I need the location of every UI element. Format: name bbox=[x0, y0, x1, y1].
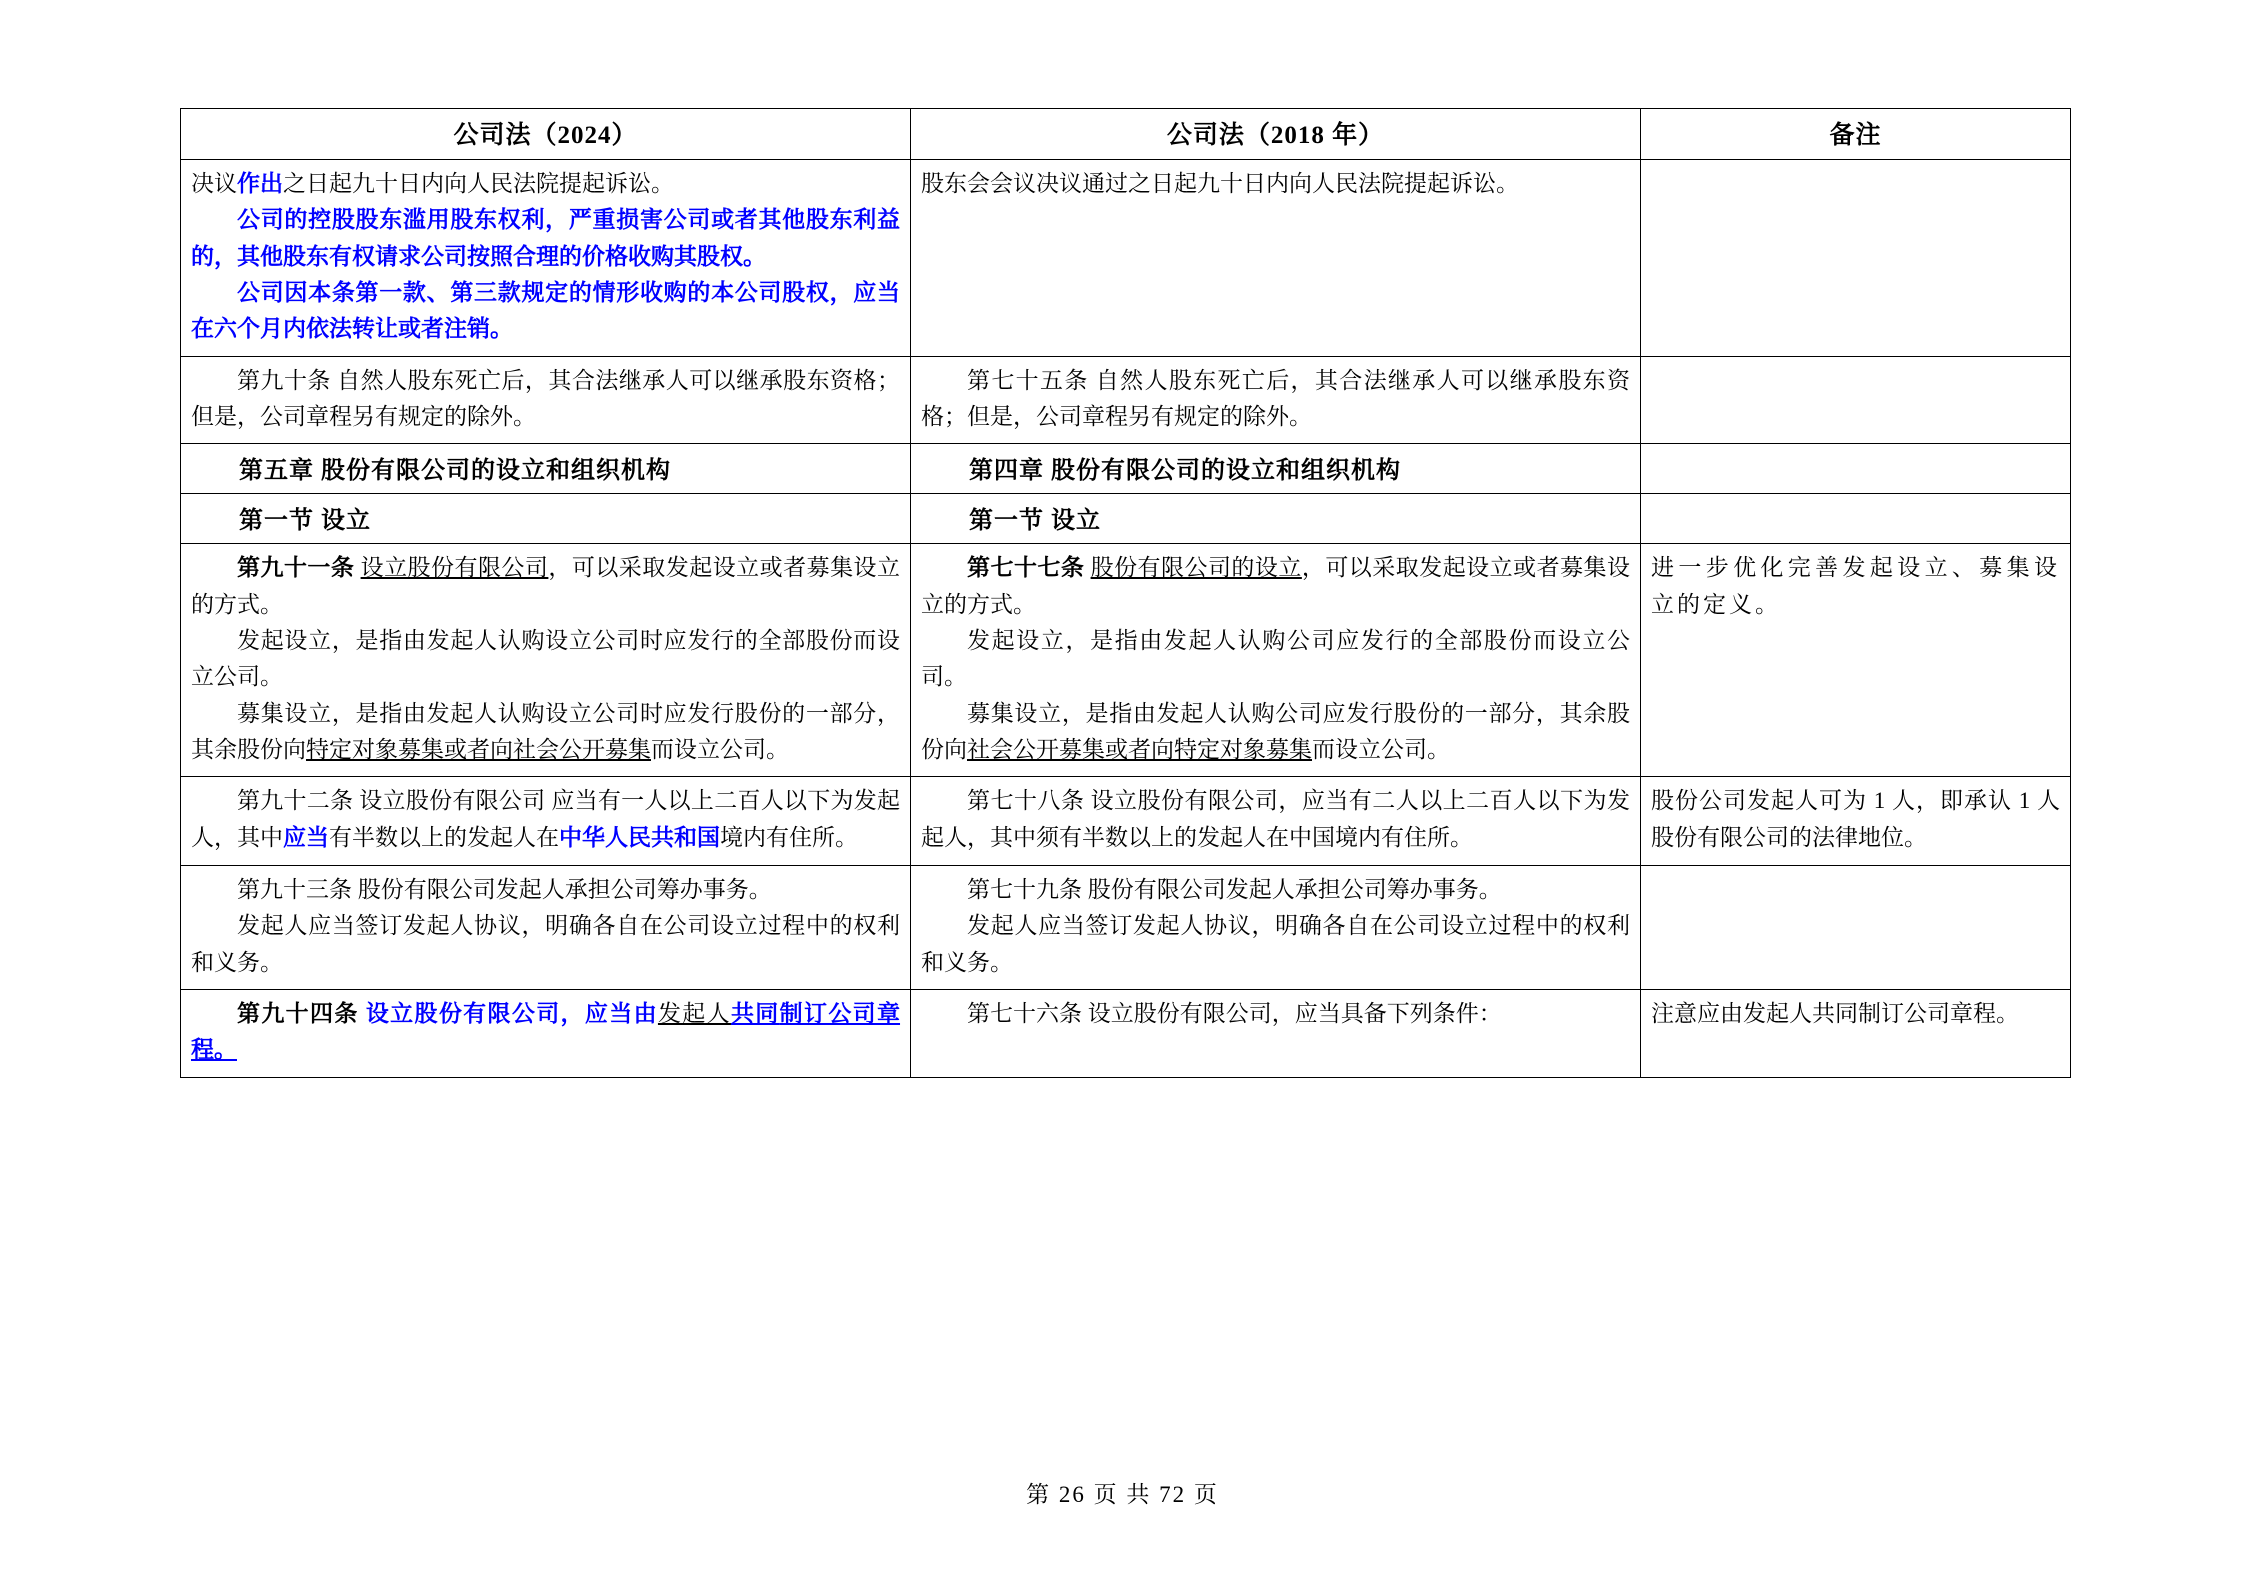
text-fragment-revised: 设立股份有限公司，应当由 bbox=[365, 1000, 658, 1026]
table-row-chapter bbox=[181, 444, 2071, 494]
cell-law-2024 bbox=[181, 865, 911, 989]
cell-note: 注意应由发起人共同制订公司章程。 bbox=[1641, 989, 2071, 1077]
cell-note bbox=[1641, 865, 2071, 989]
cell-law-2018 bbox=[911, 160, 1641, 357]
cell-law-2024 bbox=[181, 544, 911, 777]
article-number: 第七十七条 bbox=[967, 555, 1091, 581]
cell-note: 股份公司发起人可为 1 人，即承认 1 人股份有限公司的法律地位。 bbox=[1641, 777, 2071, 866]
text-fragment-revised: 中华人民共和国 bbox=[559, 824, 720, 850]
table-row bbox=[181, 777, 2071, 866]
text-fragment: 决议 bbox=[191, 171, 237, 196]
cell-law-2018 bbox=[911, 865, 1641, 989]
header-col-law-2018: 公司法（2018 年） bbox=[911, 109, 1641, 160]
table-row bbox=[181, 544, 2071, 777]
paragraph: 第七十六条 设立股份有限公司，应当具备下列条件： bbox=[967, 1000, 1502, 1026]
text-fragment: 有半数以上的发起人在 bbox=[329, 824, 559, 850]
paragraph: 第七十五条 自然人股东死亡后，其合法继承人可以继承股东资格；但是，公司章程另有规定的除外。 bbox=[921, 367, 1630, 429]
table-row bbox=[181, 989, 2071, 1077]
table-row-section bbox=[181, 494, 2071, 544]
text-underlined: 社会公开募集或者向特定对象募集 bbox=[967, 736, 1312, 762]
text-fragment: ，可以采取发起设立或者募集设立的方式。 bbox=[191, 555, 901, 617]
text-fragment: 而设立公司。 bbox=[1312, 736, 1450, 762]
text-fragment-revised: 作出 bbox=[237, 171, 283, 196]
text-fragment: 而设立公司。 bbox=[651, 736, 789, 762]
text-fragment-revised: 应当 bbox=[283, 824, 329, 850]
cell-law-2024 bbox=[181, 989, 911, 1077]
table-row bbox=[181, 356, 2071, 444]
paragraph-new-1: 公司的控股股东滥用股东权利，严重损害公司或者其他股东利益的，其他股东有权请求公司按照合理的价格收购其股权。 bbox=[191, 207, 900, 269]
cell-law-2024 bbox=[181, 777, 911, 866]
text-underlined: 股份有限公司的设立 bbox=[1090, 555, 1302, 581]
text-fragment: ，可以采取发起设立或者募集设立的方式。 bbox=[921, 555, 1631, 617]
text-underlined: 设立股份有限公司 bbox=[360, 555, 549, 581]
chapter-heading-2018: 第四章 股份有限公司的设立和组织机构 bbox=[911, 444, 1641, 494]
text-fragment: 第九十二条 设立股份有限公司 应当有一人以上二百人以下为发起人，其中 bbox=[191, 788, 900, 850]
text-fragment: 募集设立，是指由发起人认购公司应发行股份的一部分，其余股份向 bbox=[921, 700, 1630, 762]
cell-note bbox=[1641, 356, 2071, 444]
cell-note bbox=[1641, 160, 2071, 357]
text-underlined: 特定对象募集或者向社会公开募集 bbox=[306, 736, 651, 762]
text-fragment-revised: 制订公司章程。 bbox=[191, 1000, 901, 1063]
header-col-law-2024: 公司法（2024） bbox=[181, 109, 911, 160]
cell-law-2018 bbox=[911, 777, 1641, 866]
text-underlined: 发起人 bbox=[657, 1000, 731, 1026]
chapter-heading-2024: 第五章 股份有限公司的设立和组织机构 bbox=[181, 444, 911, 494]
paragraph: 发起人应当签订发起人协议，明确各自在公司设立过程中的权利和义务。 bbox=[921, 913, 1630, 975]
paragraph: 第七十八条 设立股份有限公司，应当有二人以上二百人以下为发起人，其中须有半数以上的发起人在中国境内有住所。 bbox=[921, 788, 1630, 850]
header-col-note: 备注 bbox=[1641, 109, 2071, 160]
page-footer: 第 26 页 共 72 页 bbox=[1026, 1482, 1219, 1507]
paragraph: 股东会会议决议通过之日起九十日内向人民法院提起诉讼。 bbox=[921, 171, 1519, 196]
text-fragment: 境内有住所。 bbox=[720, 824, 858, 850]
paragraph: 第九十条 自然人股东死亡后，其合法继承人可以继承股东资格；但是，公司章程另有规定的除外。 bbox=[191, 367, 900, 429]
cell-note bbox=[1641, 444, 2071, 494]
cell-note bbox=[1641, 494, 2071, 544]
section-heading-2024: 第一节 设立 bbox=[181, 494, 911, 544]
paragraph-new-2: 公司因本条第一款、第三款规定的情形收购的本公司股权，应当在六个月内依法转让或者注销。 bbox=[191, 279, 900, 342]
paragraph: 发起人应当签订发起人协议，明确各自在公司设立过程中的权利和义务。 bbox=[191, 913, 900, 975]
text-fragment: 之日起九十日内向人民法院提起诉讼。 bbox=[283, 171, 674, 196]
paragraph: 发起设立，是指由发起人认购设立公司时应发行的全部股份而设立公司。 bbox=[191, 627, 900, 690]
table-row bbox=[181, 160, 2071, 357]
cell-law-2024 bbox=[181, 356, 911, 444]
section-heading-2018: 第一节 设立 bbox=[911, 494, 1641, 544]
paragraph: 发起设立，是指由发起人认购公司应发行的全部股份而设立公司。 bbox=[921, 627, 1630, 690]
cell-law-2018 bbox=[911, 989, 1641, 1077]
article-number: 第九十一条 bbox=[237, 555, 361, 581]
paragraph: 第九十三条 股份有限公司发起人承担公司筹办事务。 bbox=[237, 876, 772, 902]
text-fragment: 募集设立，是指由发起人认购设立公司时应发行股份的一部分，其余股份向 bbox=[191, 700, 900, 762]
cell-law-2018 bbox=[911, 356, 1641, 444]
cell-note: 进一步优化完善发起设立、募集设立的定义。 bbox=[1641, 544, 2071, 777]
article-number: 第九十四条 bbox=[237, 1000, 366, 1026]
comparison-table bbox=[180, 108, 2071, 1078]
text-fragment-revised: 共同 bbox=[730, 1000, 780, 1026]
cell-law-2024 bbox=[181, 160, 911, 357]
table-row bbox=[181, 865, 2071, 989]
table-header-row bbox=[181, 109, 2071, 160]
cell-law-2018 bbox=[911, 544, 1641, 777]
paragraph: 第七十九条 股份有限公司发起人承担公司筹办事务。 bbox=[967, 876, 1502, 902]
